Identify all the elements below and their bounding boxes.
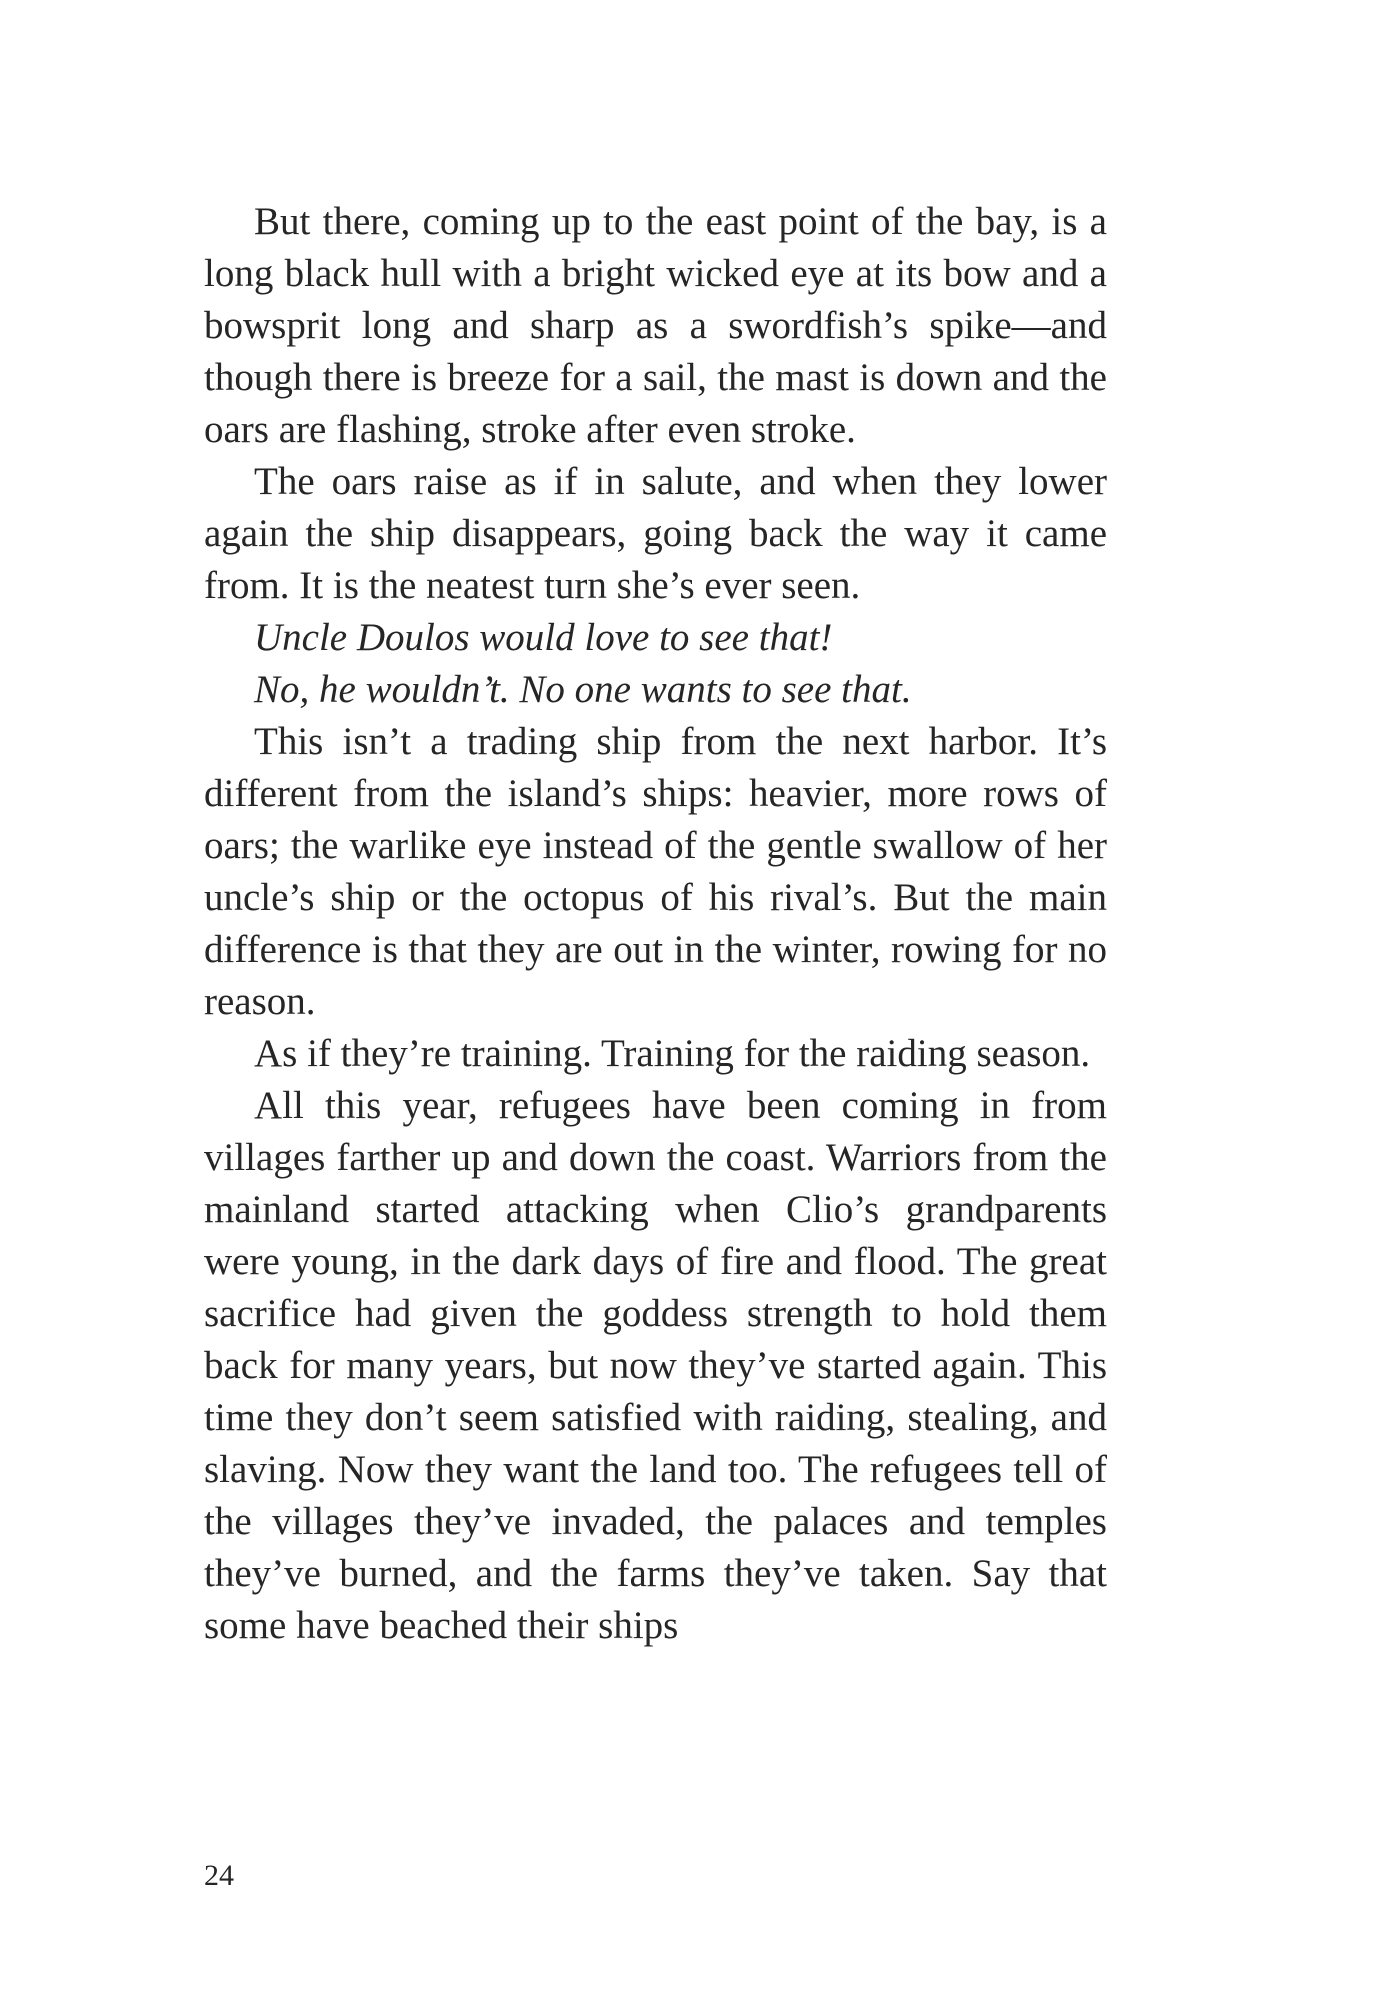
page-number: 24 [204, 1859, 234, 1892]
paragraph-3-italic-thought: Uncle Doulos would love to see that! [254, 616, 833, 659]
paragraph-7: All this year, refugees have been coming in from villages farther up and down the coast. Warriors from the mainland started attacking when Clio’s grandparents were young, in the dark days of fire and flood. The great sacrifice had given the goddess strength to hold them back for many years, but now they’ve started again. This time they don’t seem satisfied with raiding, stealing, and slaving. Now they want the land too. The refugees tell of the villages they’ve invaded, the palaces and temples they’ve burned, and the farms they’ve taken. Say that some have beached their ships [204, 1084, 1107, 1647]
paragraph-4-italic-thought: No, he wouldn’t. No one wants to see that. [254, 668, 912, 711]
paragraph-5: This isn’t a trading ship from the next harbor. It’s different from the island’s ships: heavier, more rows of oars; the warlike eye instead of the gentle swallow of her uncle’s ship or the octopus of his rival’s. But the main difference is that they are out in the winter, rowing for no reason. [204, 720, 1107, 1023]
paragraph-6: As if they’re training. Training for the raiding season. [254, 1032, 1091, 1075]
body-text [204, 196, 1107, 1652]
paragraph-2: The oars raise as if in salute, and when they lower again the ship disappears, going back the way it came from. It is the neatest turn she’s ever seen. [204, 460, 1107, 607]
paragraph-1: But there, coming up to the east point of the bay, is a long black hull with a bright wicked eye at its bow and a bowsprit long and sharp as a swordfish’s spike—and though there is breeze for a sail, the mast is down and the oars are flashing, stroke after even stroke. [204, 200, 1107, 451]
